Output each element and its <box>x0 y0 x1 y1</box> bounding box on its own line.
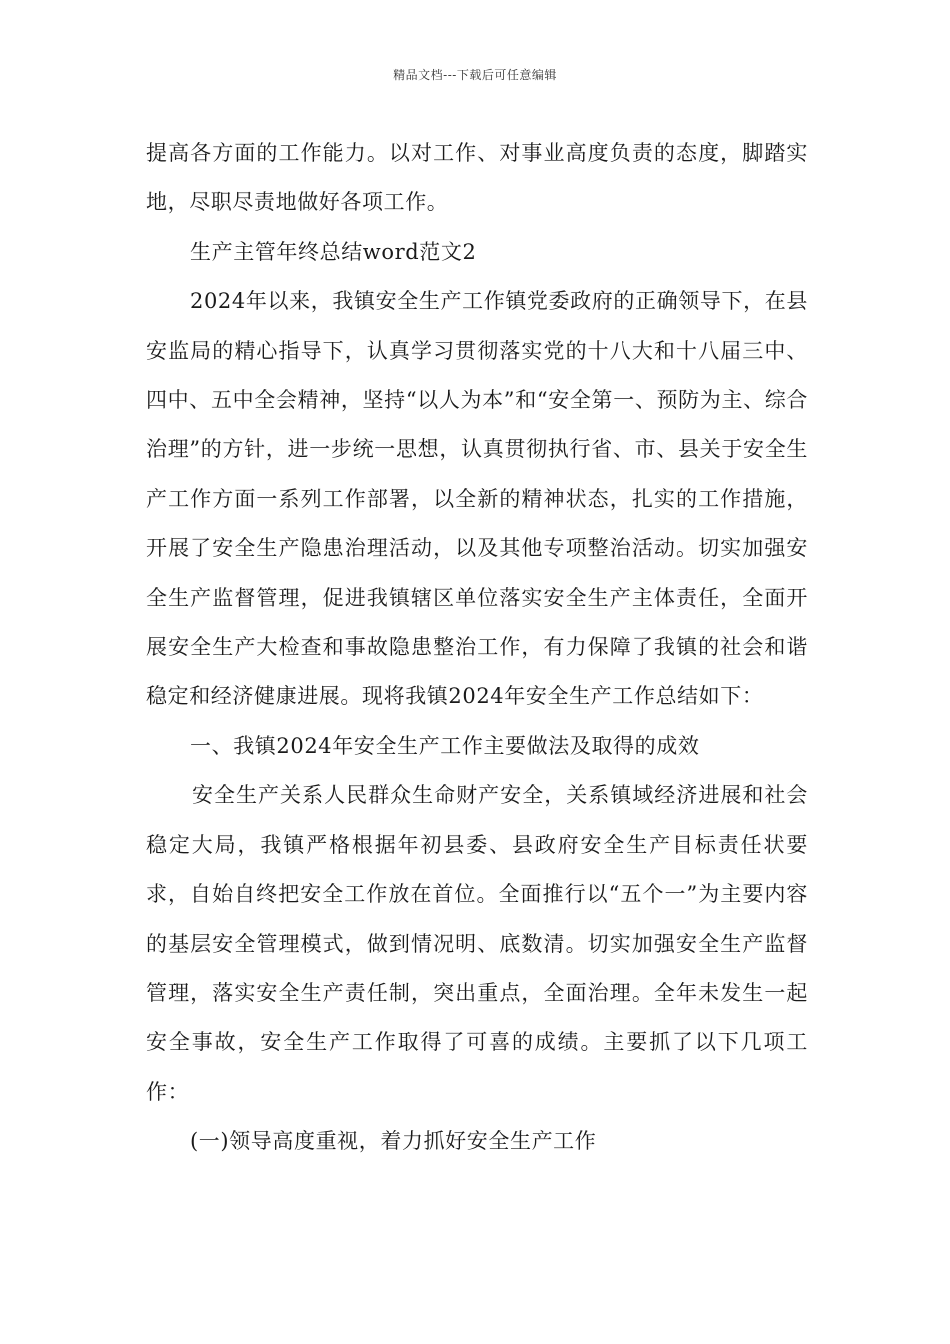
page-header: 精品文档---下载后可任意编辑 <box>393 68 557 82</box>
paragraph-continuation: 提高各方面的工作能力。以对工作、对事业高度负责的态度，脚踏实地，尽职尽责地做好各项工作。 <box>146 141 808 215</box>
section-title: 生产主管年终总结word范文2 <box>190 239 477 264</box>
heading-level-1: 一、我镇2024年安全生产工作主要做法及取得的成效 <box>190 733 700 758</box>
heading-level-2: (一)领导高度重视，着力抓好安全生产工作 <box>190 1129 597 1154</box>
paragraph-intro: 2024年以来，我镇安全生产工作镇党委政府的正确领导下，在县安监局的精心指导下，认真学习贯彻落实党的十八大和十八届三中、四中、五中全会精神，坚持“以人为本”和“安全第一、预防为主、综合治理”的方针，进一步统一思想，认真贯彻执行省、市、县关于安全生产工作方面一系列工作部署，以全新的精神状态，扎实的工作措施，开展了安全生产隐患治理活动，以及其他专项整治活动。切实加强安全生产监督管理，促进我镇辖区单位落实安全生产主体责任，全面开展安全生产大检查和事故隐患整治工作，有力保障了我镇的社会和谐稳定和经济健康进展。现将我镇2024年安全生产工作总结如下： <box>146 289 808 709</box>
document-body <box>146 129 808 1167</box>
paragraph-body: 安全生产关系人民群众生命财产安全，关系镇域经济进展和社会稳定大局，我镇严格根据年初县委、县政府安全生产目标责任状要求，自始自终把安全工作放在首位。全面推行以“五个一”为主要内容的基层安全管理模式，做到情况明、底数清。切实加强安全生产监督管理，落实安全生产责任制，突出重点，全面治理。全年未发生一起安全事故，安全生产工作取得了可喜的成绩。主要抓了以下几项工作： <box>146 783 808 1104</box>
